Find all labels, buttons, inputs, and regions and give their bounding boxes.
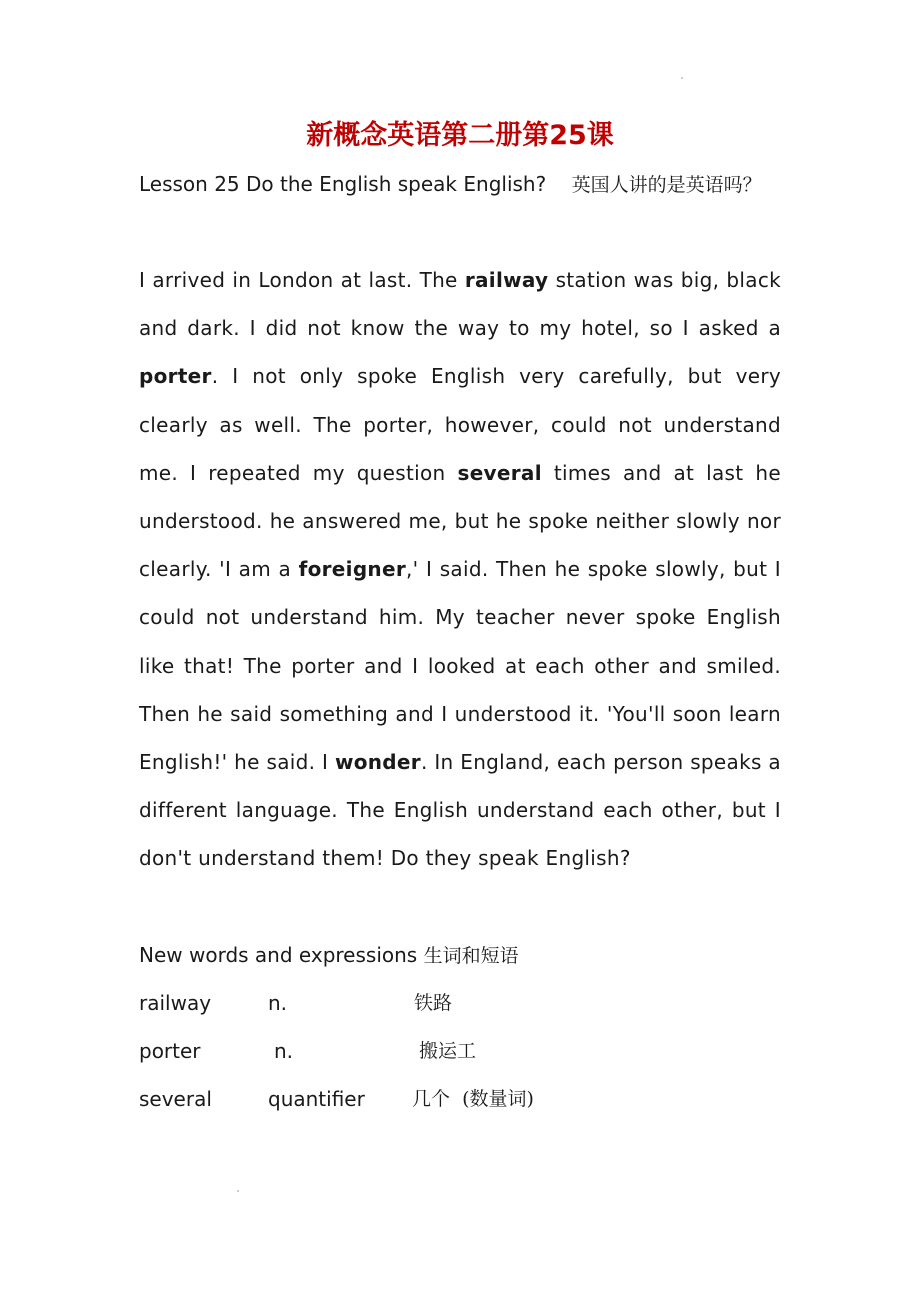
- vocabulary-part-of-speech: n.: [274, 1039, 294, 1063]
- passage-text-6: . In England, each person speaks a different language. The English understand each other, but I don't understand them! Do they speak English?: [139, 750, 781, 871]
- page-speck-top: [681, 77, 683, 79]
- vocabulary-part-of-speech: quantifier: [268, 1087, 365, 1111]
- vocabulary-word: porter: [139, 1039, 201, 1063]
- passage-text-5: ,' I said. Then he spoke slowly, but I could not understand him. My teacher never spoke English like that! The porter and I looked at each other and smiled. Then he said something and I understood it. 'You'll soon learn English!' he said. I: [139, 557, 781, 775]
- keyword-wonder: wonder: [334, 750, 421, 775]
- subtitle-chinese: 英国人讲的是英语吗？: [571, 174, 762, 196]
- vocabulary-meaning: 铁路: [414, 992, 453, 1014]
- vocabulary-heading-english: New words and expressions: [139, 943, 418, 967]
- vocabulary-word: railway: [139, 991, 212, 1015]
- passage-text-3: . I not only spoke English very carefully, but very clearly as well. The porter, however, could not understand me. I repeated my question: [139, 364, 781, 485]
- vocabulary-heading-chinese: 生词和短语: [423, 945, 519, 967]
- vocabulary-meaning: 几个 (数量词): [412, 1088, 534, 1110]
- passage-text-2: station was big, black and dark. I did not know the way to my hotel, so I asked a: [139, 268, 781, 341]
- title-prefix: 新概念英语第二册第: [306, 120, 550, 151]
- lesson-passage: [139, 256, 781, 883]
- keyword-several: several: [457, 460, 542, 485]
- title-lesson-number: 25: [549, 120, 587, 151]
- vocabulary-heading: [139, 931, 781, 980]
- lesson-subtitle: [139, 160, 781, 209]
- vocabulary-entry: [0, 1027, 920, 1075]
- keyword-foreigner: foreigner: [298, 557, 407, 582]
- vocabulary-word: several: [139, 1087, 212, 1111]
- page-speck-bottom: [237, 1190, 239, 1192]
- vocabulary-entry: [0, 1075, 920, 1123]
- keyword-porter: porter: [139, 364, 212, 389]
- vocabulary-meaning: 搬运工: [419, 1040, 477, 1062]
- passage-text-1: I arrived in London at last. The: [139, 268, 465, 292]
- subtitle-english: Lesson 25 Do the English speak English?: [139, 172, 547, 196]
- page-title: [0, 112, 920, 160]
- keyword-railway: railway: [464, 268, 549, 292]
- title-suffix: 课: [586, 120, 614, 151]
- vocabulary-part-of-speech: n.: [268, 991, 288, 1015]
- vocabulary-entry: [0, 979, 920, 1027]
- passage-text-4: times and at last he understood. he answered me, but he spoke neither slowly nor clearly. 'I am a: [139, 460, 781, 582]
